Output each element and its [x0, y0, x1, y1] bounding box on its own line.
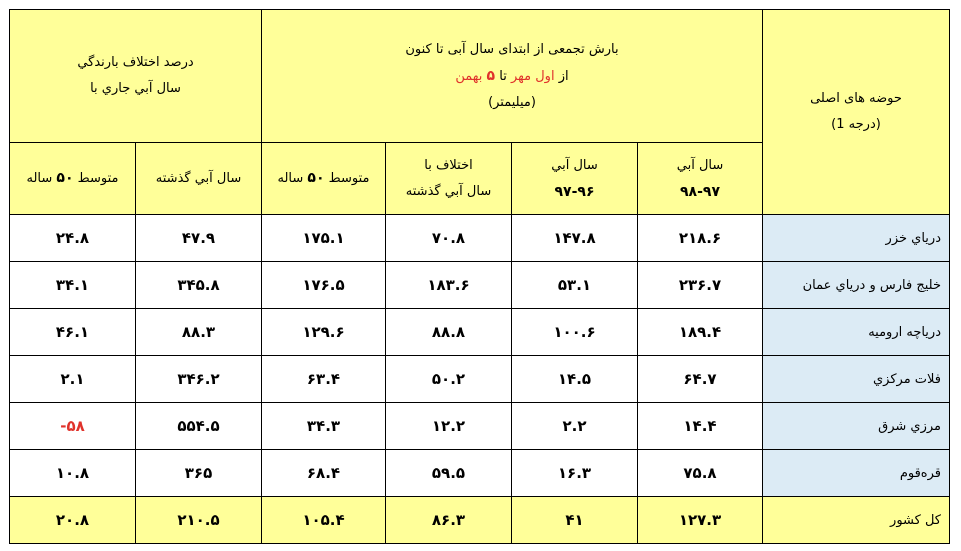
cell-pct-previous: ۵۵۴.۵: [136, 403, 262, 450]
diff-percent-line-1: درصد اختلاف بارندگي: [77, 55, 194, 70]
cell-50yr-average: ۱۷۶.۵: [262, 262, 386, 309]
total-row: [10, 497, 950, 544]
basin-name: مرزي شرق: [763, 403, 950, 450]
cell-50yr-average: ۳۴.۳: [262, 403, 386, 450]
total-pct-50yr: ۲۰.۸: [10, 497, 136, 544]
col-avg-suffix: ساله: [277, 171, 304, 186]
cell-50yr-average: ۶۸.۴: [262, 450, 386, 497]
col-header-current: [638, 143, 763, 215]
header-row-1: [10, 10, 950, 143]
range-prefix: از: [558, 68, 569, 84]
cell-previous: ۲.۲: [512, 403, 638, 450]
cell-current: ۷۵.۸: [638, 450, 763, 497]
cell-difference: ۱۸۳.۶: [386, 262, 512, 309]
range-day: ۵: [486, 67, 496, 84]
cell-previous: ۵۳.۱: [512, 262, 638, 309]
range-month: بهمن: [455, 68, 483, 84]
cell-difference: ۵۰.۲: [386, 356, 512, 403]
cell-pct-previous: ۸۸.۳: [136, 309, 262, 356]
cell-50yr-average: ۱۷۵.۱: [262, 215, 386, 262]
cell-pct-50yr: ۳۴.۱: [10, 262, 136, 309]
cumulative-title: بارش تجمعی از ابتدای سال آبی تا کنون: [405, 41, 619, 57]
cell-pct-previous: ۳۴۶.۲: [136, 356, 262, 403]
col-header-pct-50yr: [10, 143, 136, 215]
rainfall-table: [9, 9, 950, 544]
cell-current: ۶۴.۷: [638, 356, 763, 403]
cell-previous: ۱۴۷.۸: [512, 215, 638, 262]
col-diff-line-1: اختلاف با: [424, 157, 473, 173]
col-current-line-1: سال آبي: [676, 157, 724, 173]
table-row: [10, 450, 950, 497]
cell-previous: ۱۶.۳: [512, 450, 638, 497]
cell-pct-previous: ۳۶۵: [136, 450, 262, 497]
total-current: ۱۲۷.۳: [638, 497, 763, 544]
table-row: [10, 309, 950, 356]
cell-current: ۱۴.۴: [638, 403, 763, 450]
col-header-pct-previous: [136, 143, 262, 215]
table-row: [10, 403, 950, 450]
table-row: [10, 356, 950, 403]
col-avg-label: متوسط: [328, 171, 370, 186]
basins-header: [763, 10, 950, 215]
col-header-difference: [386, 143, 512, 215]
cell-pct-50yr-negative: -۵۸: [10, 403, 136, 450]
total-50yr-average: ۱۰۵.۴: [262, 497, 386, 544]
total-difference: ۸۶.۳: [386, 497, 512, 544]
col-pct-prev-label: سال آبي گذشته: [155, 170, 242, 186]
basin-name: قره‌قوم: [763, 450, 950, 497]
col-prev-line-1: سال آبي: [551, 157, 598, 173]
table-row: [10, 215, 950, 262]
col-header-50yr-average: [262, 143, 386, 215]
total-pct-previous: ۲۱۰.۵: [136, 497, 262, 544]
diff-percent-header: [10, 10, 262, 143]
cell-current: ۱۸۹.۴: [638, 309, 763, 356]
cell-pct-50yr: ۱۰.۸: [10, 450, 136, 497]
col-avg-num: ۵۰: [307, 170, 325, 186]
cell-difference: ۱۲.۲: [386, 403, 512, 450]
diff-percent-line-2: سال آبي جاري با: [90, 81, 181, 96]
col-diff-line-2: سال آبي گذشته: [405, 183, 492, 199]
date-range: [262, 63, 762, 90]
rainfall-table-container: [9, 9, 950, 544]
cell-50yr-average: ۶۳.۴: [262, 356, 386, 403]
cell-pct-50yr: ۴۶.۱: [10, 309, 136, 356]
col-header-previous: [512, 143, 638, 215]
cell-difference: ۸۸.۸: [386, 309, 512, 356]
total-label: کل کشور: [763, 497, 950, 544]
col-pct-avg-label: متوسط: [77, 171, 119, 186]
table-row: [10, 262, 950, 309]
col-pct-avg-num: ۵۰: [56, 170, 74, 186]
cell-current: ۲۱۸.۶: [638, 215, 763, 262]
basins-subtitle: (درجه 1): [831, 117, 881, 132]
cell-difference: ۷۰.۸: [386, 215, 512, 262]
cumulative-header: [262, 10, 763, 143]
total-previous: ۴۱: [512, 497, 638, 544]
cell-pct-previous: ۳۴۵.۸: [136, 262, 262, 309]
cell-difference: ۵۹.۵: [386, 450, 512, 497]
cell-pct-50yr: ۲۴.۸: [10, 215, 136, 262]
cell-current: ۲۳۶.۷: [638, 262, 763, 309]
range-from: اول مهر: [510, 68, 555, 84]
range-to-word: تا: [499, 68, 507, 84]
basin-name: فلات مرکزي: [763, 356, 950, 403]
basin-name: درياي خزر: [763, 215, 950, 262]
col-prev-line-2: ۹۷-۹۶: [554, 183, 595, 200]
cell-pct-50yr: ۲.۱: [10, 356, 136, 403]
cell-previous: ۱۴.۵: [512, 356, 638, 403]
col-pct-avg-suffix: ساله: [26, 171, 53, 186]
cell-previous: ۱۰۰.۶: [512, 309, 638, 356]
basins-title: حوضه های اصلی: [810, 91, 902, 106]
basin-name: خليج فارس و درياي عمان: [763, 262, 950, 309]
cell-50yr-average: ۱۲۹.۶: [262, 309, 386, 356]
unit-label: (میلیمتر): [488, 94, 536, 110]
basin-name: درياچه اروميه: [763, 309, 950, 356]
cell-pct-previous: ۴۷.۹: [136, 215, 262, 262]
col-current-line-2: ۹۸-۹۷: [680, 183, 720, 200]
